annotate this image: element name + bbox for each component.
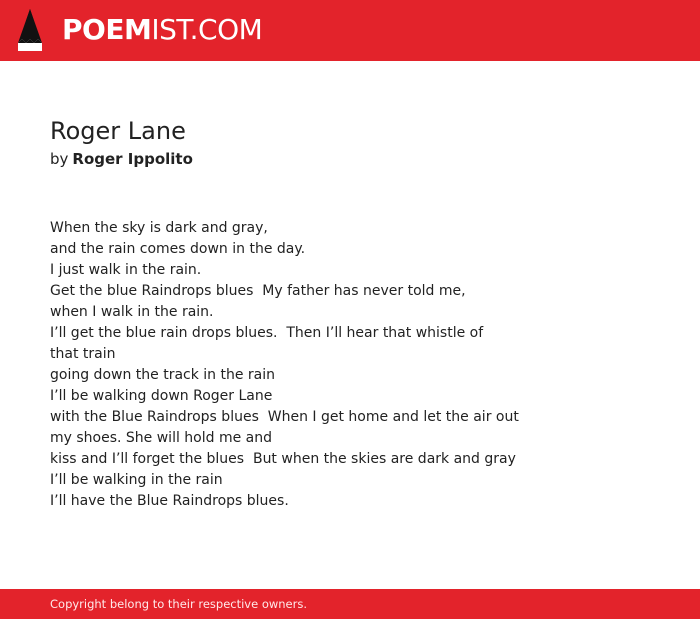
- brand-light-text: IST.COM: [151, 13, 263, 46]
- poem-line: I’ll have the Blue Raindrops blues.: [50, 493, 289, 509]
- poem-line: that train: [50, 346, 116, 362]
- poem-line: with the Blue Raindrops blues When I get home and let the air out: [50, 409, 519, 425]
- poem-line: I’ll be walking down Roger Lane: [50, 388, 273, 404]
- poem-line: Get the blue Raindrops blues My father has never told me,: [50, 283, 466, 299]
- poem-title: Roger Lane: [50, 117, 186, 145]
- poem-line: I’ll get the blue rain drops blues. Then I’ll hear that whistle of: [50, 325, 484, 341]
- poem-line: when I walk in the rain.: [50, 304, 214, 320]
- site-footer: [0, 589, 700, 619]
- site-header: [0, 0, 700, 61]
- poem-line: When the sky is dark and gray,: [50, 220, 268, 236]
- poem-line: I just walk in the rain.: [50, 262, 202, 278]
- poem-line: going down the track in the rain: [50, 367, 276, 383]
- poem-line: I’ll be walking in the rain: [50, 472, 223, 488]
- poem-line: my shoes. She will hold me and: [50, 430, 273, 446]
- by-label: by: [50, 150, 69, 168]
- brand-strong-text: POEM: [62, 13, 152, 46]
- poem-line: kiss and I’ll forget the blues But when the skies are dark and gray: [50, 451, 516, 467]
- copyright-text: Copyright belong to their respective owners.: [50, 597, 308, 611]
- poem-byline: [50, 149, 193, 169]
- poem-body: [50, 218, 650, 512]
- poem-line: and the rain comes down in the day.: [50, 241, 306, 257]
- pencil-tip-icon[interactable]: [18, 9, 42, 51]
- site-logo-link[interactable]: [62, 13, 262, 47]
- author-name[interactable]: Roger Ippolito: [72, 150, 193, 168]
